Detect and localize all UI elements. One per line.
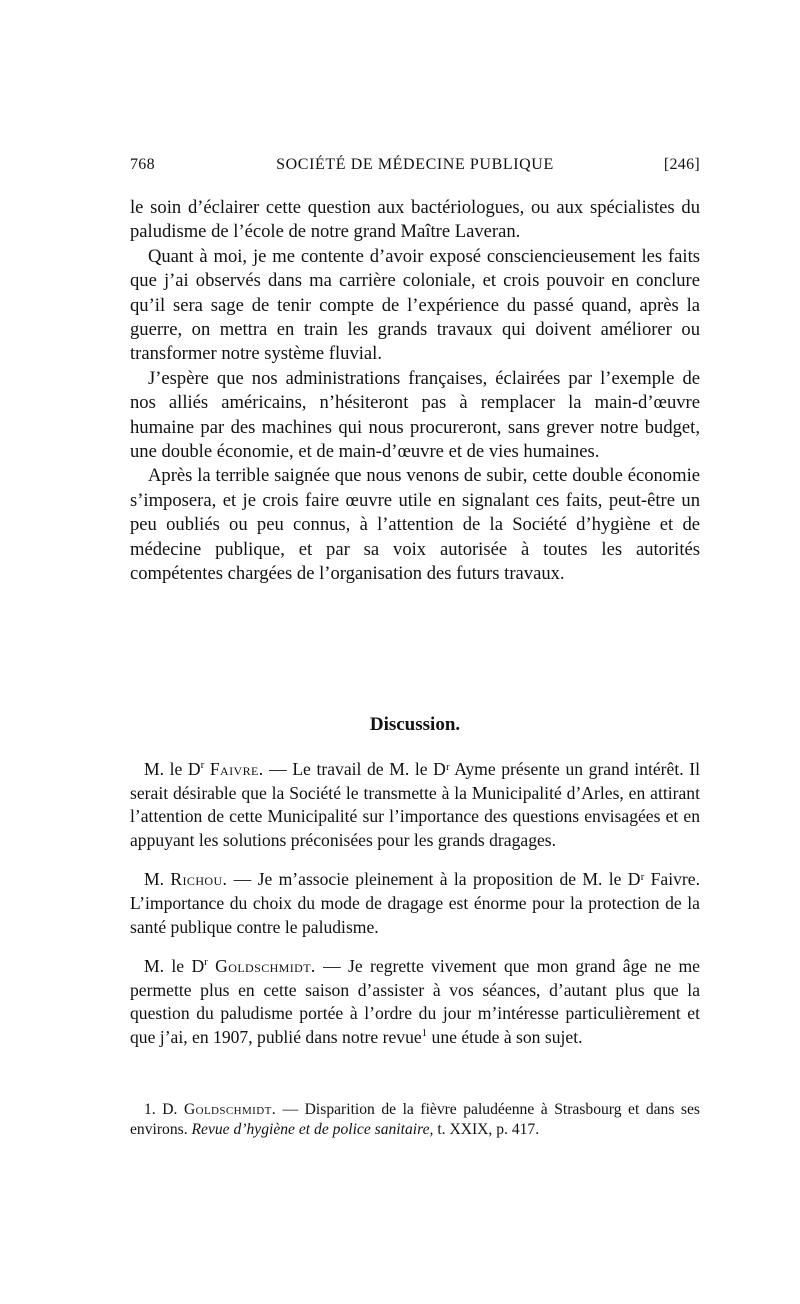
- faivre-remark: [130, 758, 700, 852]
- paragraph-3: J’espère que nos administrations françaises, éclairées par l’exemple de nos alliés américains, n’hésiteront pas à remplacer la main-d’œuvre humaine par des machines qui nous procureront, sans grever notre budget, une double économie, et de main-d’œuvre et de vies humaines.: [130, 367, 700, 463]
- footnote-ref: t. XXIX, p. 417.: [437, 1121, 540, 1138]
- remark-text: — Le travail de M. le Dʳ Ayme présente un grand intérêt. Il serait désirable que la Société le transmette à la Municipalité d’Arles, en attirant l’attention de cette Municipalité sur l’importance des questions envisagées et en appuyant les solutions préconisées pour les grands dragages.: [130, 759, 700, 850]
- footnote: [130, 1100, 700, 1140]
- speaker-name: Goldschmidt.: [215, 956, 316, 977]
- footnote-journal: Revue d’hygiène et de police sanitaire,: [191, 1121, 434, 1138]
- running-head: [130, 156, 700, 180]
- footnote-number: 1.: [144, 1101, 156, 1118]
- footnote-text: — Disparition de la fièvre paludéenne à Strasbourg et dans ses environs.: [130, 1101, 700, 1138]
- richou-remark: [130, 868, 700, 939]
- footnote-author: Goldschmidt.: [183, 1101, 277, 1118]
- remark-text-end: une étude à son sujet.: [427, 1026, 583, 1047]
- remark-text: — Je m’associe pleinement à la proposition de M. le Dʳ Faivre. L’importance du choix du mode de dragage est énorme pour la protection de la santé publique contre le paludisme.: [130, 869, 700, 937]
- paragraph-4: Après la terrible saignée que nous venons de subir, cette double économie s’imposera, et je crois faire œuvre utile en signalant ces faits, peut-être un peu oubliés ou peu connus, à l’attention de la Société d’hygiène et de médecine publique, et par sa voix autorisée à toutes les autorités compétentes chargées de l’organisation des futurs travaux.: [130, 465, 700, 585]
- goldschmidt-remark: [130, 955, 700, 1049]
- footnote-author-prefix: D.: [162, 1101, 178, 1118]
- body-text: [130, 196, 700, 587]
- title-superscript: r: [204, 956, 208, 969]
- speaker-prefix: M. le D: [144, 759, 201, 779]
- paragraph-2: Quant à moi, je me contente d’avoir exposé consciencieusement les faits que j’ai observés dans ma carrière coloniale, et crois pouvoir en conclure qu’il sera sage de tenir compte de l’expérience du passé quand, après la guerre, on mettra en train les grands travaux qui doivent améliorer ou transformer notre système fluvial.: [130, 245, 700, 365]
- footnote-1: [130, 1100, 700, 1140]
- speaker-name: Faivre.: [209, 759, 264, 779]
- title-superscript: r: [200, 759, 205, 772]
- section-title: Discussion.: [369, 714, 461, 735]
- speaker-prefix: M.: [144, 869, 165, 890]
- bracket-number: [246]: [663, 156, 700, 173]
- remark-text: — Je regrette vivement que mon grand âge ne me permette plus en cette saison d’assister à vos séances, d’autant plus que la question du paludisme portée à l’ordre du jour m’intéresse particulièrement et que j’ai, en 1907, publié dans notre revue: [130, 956, 700, 1047]
- footnote-reference: 1: [421, 1027, 428, 1040]
- page-number: 768: [130, 156, 155, 173]
- discussion-section: [130, 758, 700, 1066]
- paragraph-1: le soin d’éclairer cette question aux bactériologues, ou aux spécialistes du paludisme de l’école de notre grand Maître Laveran.: [130, 197, 700, 243]
- speaker-prefix: M. le D: [144, 956, 205, 977]
- running-title: SOCIÉTÉ DE MÉDECINE PUBLIQUE: [276, 156, 554, 173]
- speaker-name: Richou.: [170, 869, 228, 890]
